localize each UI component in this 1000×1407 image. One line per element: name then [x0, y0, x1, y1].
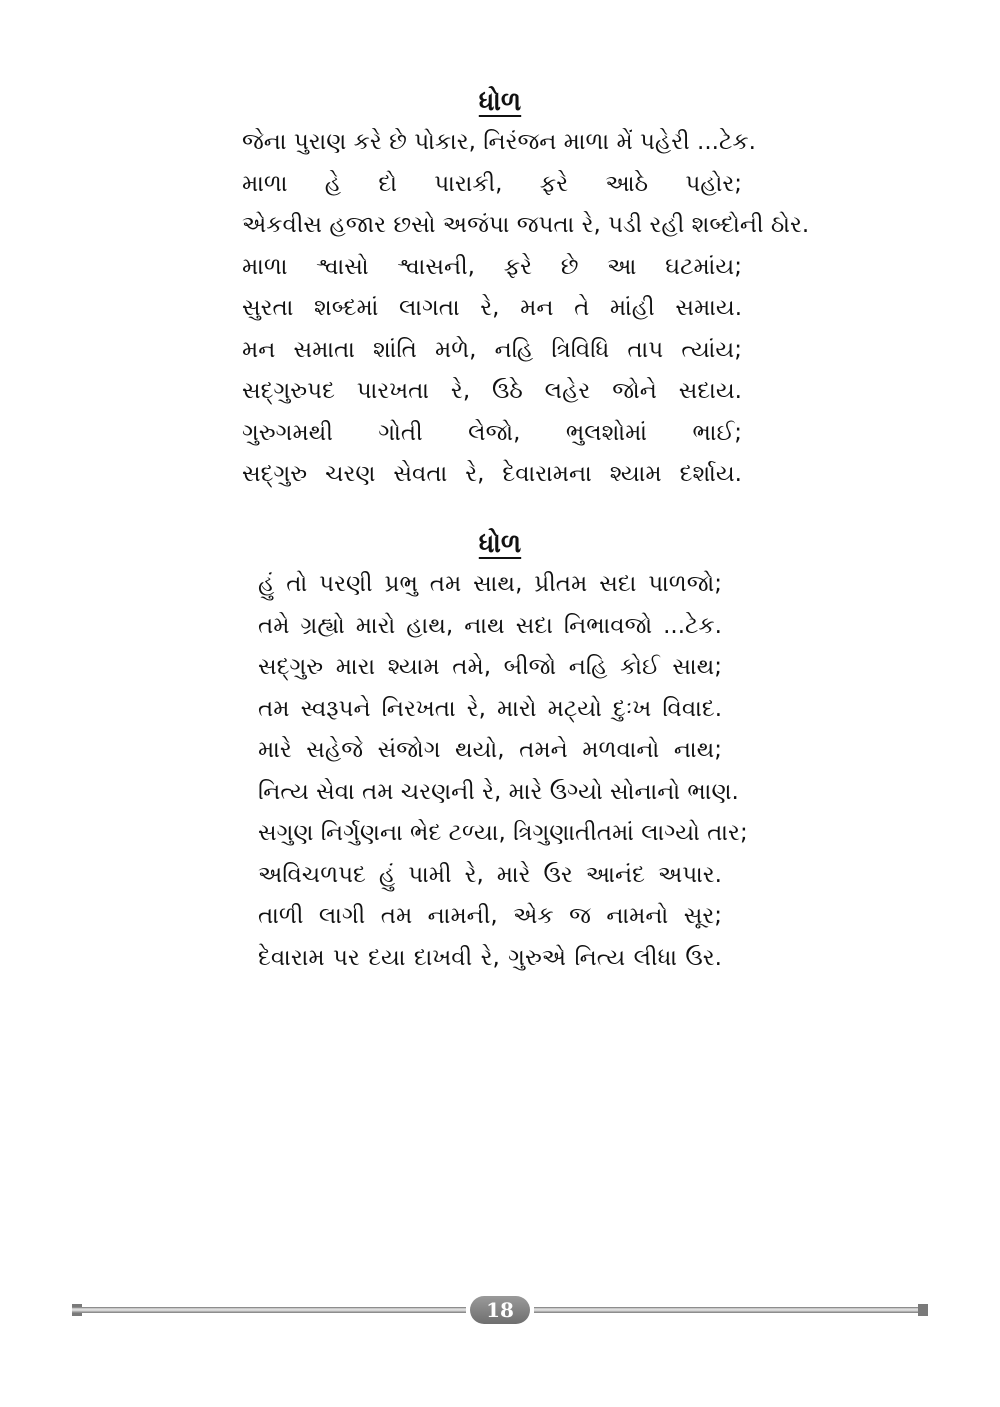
page-number: 18 — [470, 1296, 530, 1324]
poem-line: મારે સહેજે સંજોગ થયો, તમને મળવાનો નાથ; — [258, 737, 722, 763]
poem-line: માળા શ્વાસો શ્વાસની, ફરે છે આ ઘટમાંય; — [242, 253, 742, 280]
footer-rule-right — [534, 1307, 928, 1313]
poem-line: ગુરુગમથી ગોતી લેજો, ભુલશોમાં ભાઈ; — [242, 419, 742, 446]
poem-line: સુરતા શબ્દમાં લાગતા રે, મન તે માંહી સમાય. — [242, 295, 742, 321]
poem-line: નિત્ય સેવા તમ ચરણની રે, મારે ઉગ્યો સોનાનો ભાણ. — [258, 778, 739, 805]
poem-line: એકવીસ હજાર છસો અજંપા જપતા રે, પડી રહી શબ્દોની ઠોર. — [242, 212, 810, 238]
poem-line: સદ્‌ગુરુપદ પારખતા રે, ઉઠે લહેર જોને સદાય. — [242, 378, 742, 404]
poem-line: સગુણ નિર્ગુણના ભેદ ટળ્યા, ત્રિગુણાતીતમાં લાગ્યો તાર; — [258, 820, 748, 846]
footer-rule-right-cap — [918, 1304, 928, 1316]
poem-section-1 — [0, 84, 1000, 496]
poem-line: તાળી લાગી તમ નામની, એક જ નામનો સૂર; — [258, 903, 722, 929]
poem-section-2 — [0, 526, 1000, 979]
poem-line: તમે ગ્રહ્યો મારો હાથ, નાથ સદા નિભાવજો ...ટેક. — [258, 612, 722, 639]
footer-rule-left — [72, 1307, 466, 1313]
poem-line: મન સમાતા શાંતિ મળે, નહિ ત્રિવિધિ તાપ ત્યાંય; — [242, 336, 742, 363]
poem-heading: ધોળ — [478, 87, 522, 117]
poem-line: દેવારામ પર દયા દાખવી રે, ગુરુએ નિત્ય લીધા ઉર. — [258, 944, 722, 971]
poem-line: જેના પુરાણ કરે છે પોકાર, નિરંજન માળા મેં પહેરી ...ટેક. — [242, 129, 756, 155]
poem-line: તમ સ્વરૂપને નિરખતા રે, મારો મટ્યો દુઃખ વિવાદ. — [258, 695, 722, 722]
page-footer — [0, 1290, 1000, 1330]
poem-line: સદ્‌ગુરુ મારા શ્યામ તમે, બીજો નહિ કોઈ સાથ; — [258, 654, 722, 680]
poem-heading: ધોળ — [478, 529, 522, 559]
poem-line: અવિચળપદ હું પામી રે, મારે ઉર આનંદ અપાર. — [258, 861, 722, 888]
poem-line: માળા હે દો પારાકી, ફરે આઠે પહોર; — [242, 170, 742, 197]
poem-line: હું તો પરણી પ્રભુ તમ સાથ, પ્રીતમ સદા પાળજો; — [258, 571, 722, 597]
poem-line: સદ્‌ગુરુ ચરણ સેવતા રે, દેવારામના શ્યામ દર્શાય. — [242, 461, 742, 487]
